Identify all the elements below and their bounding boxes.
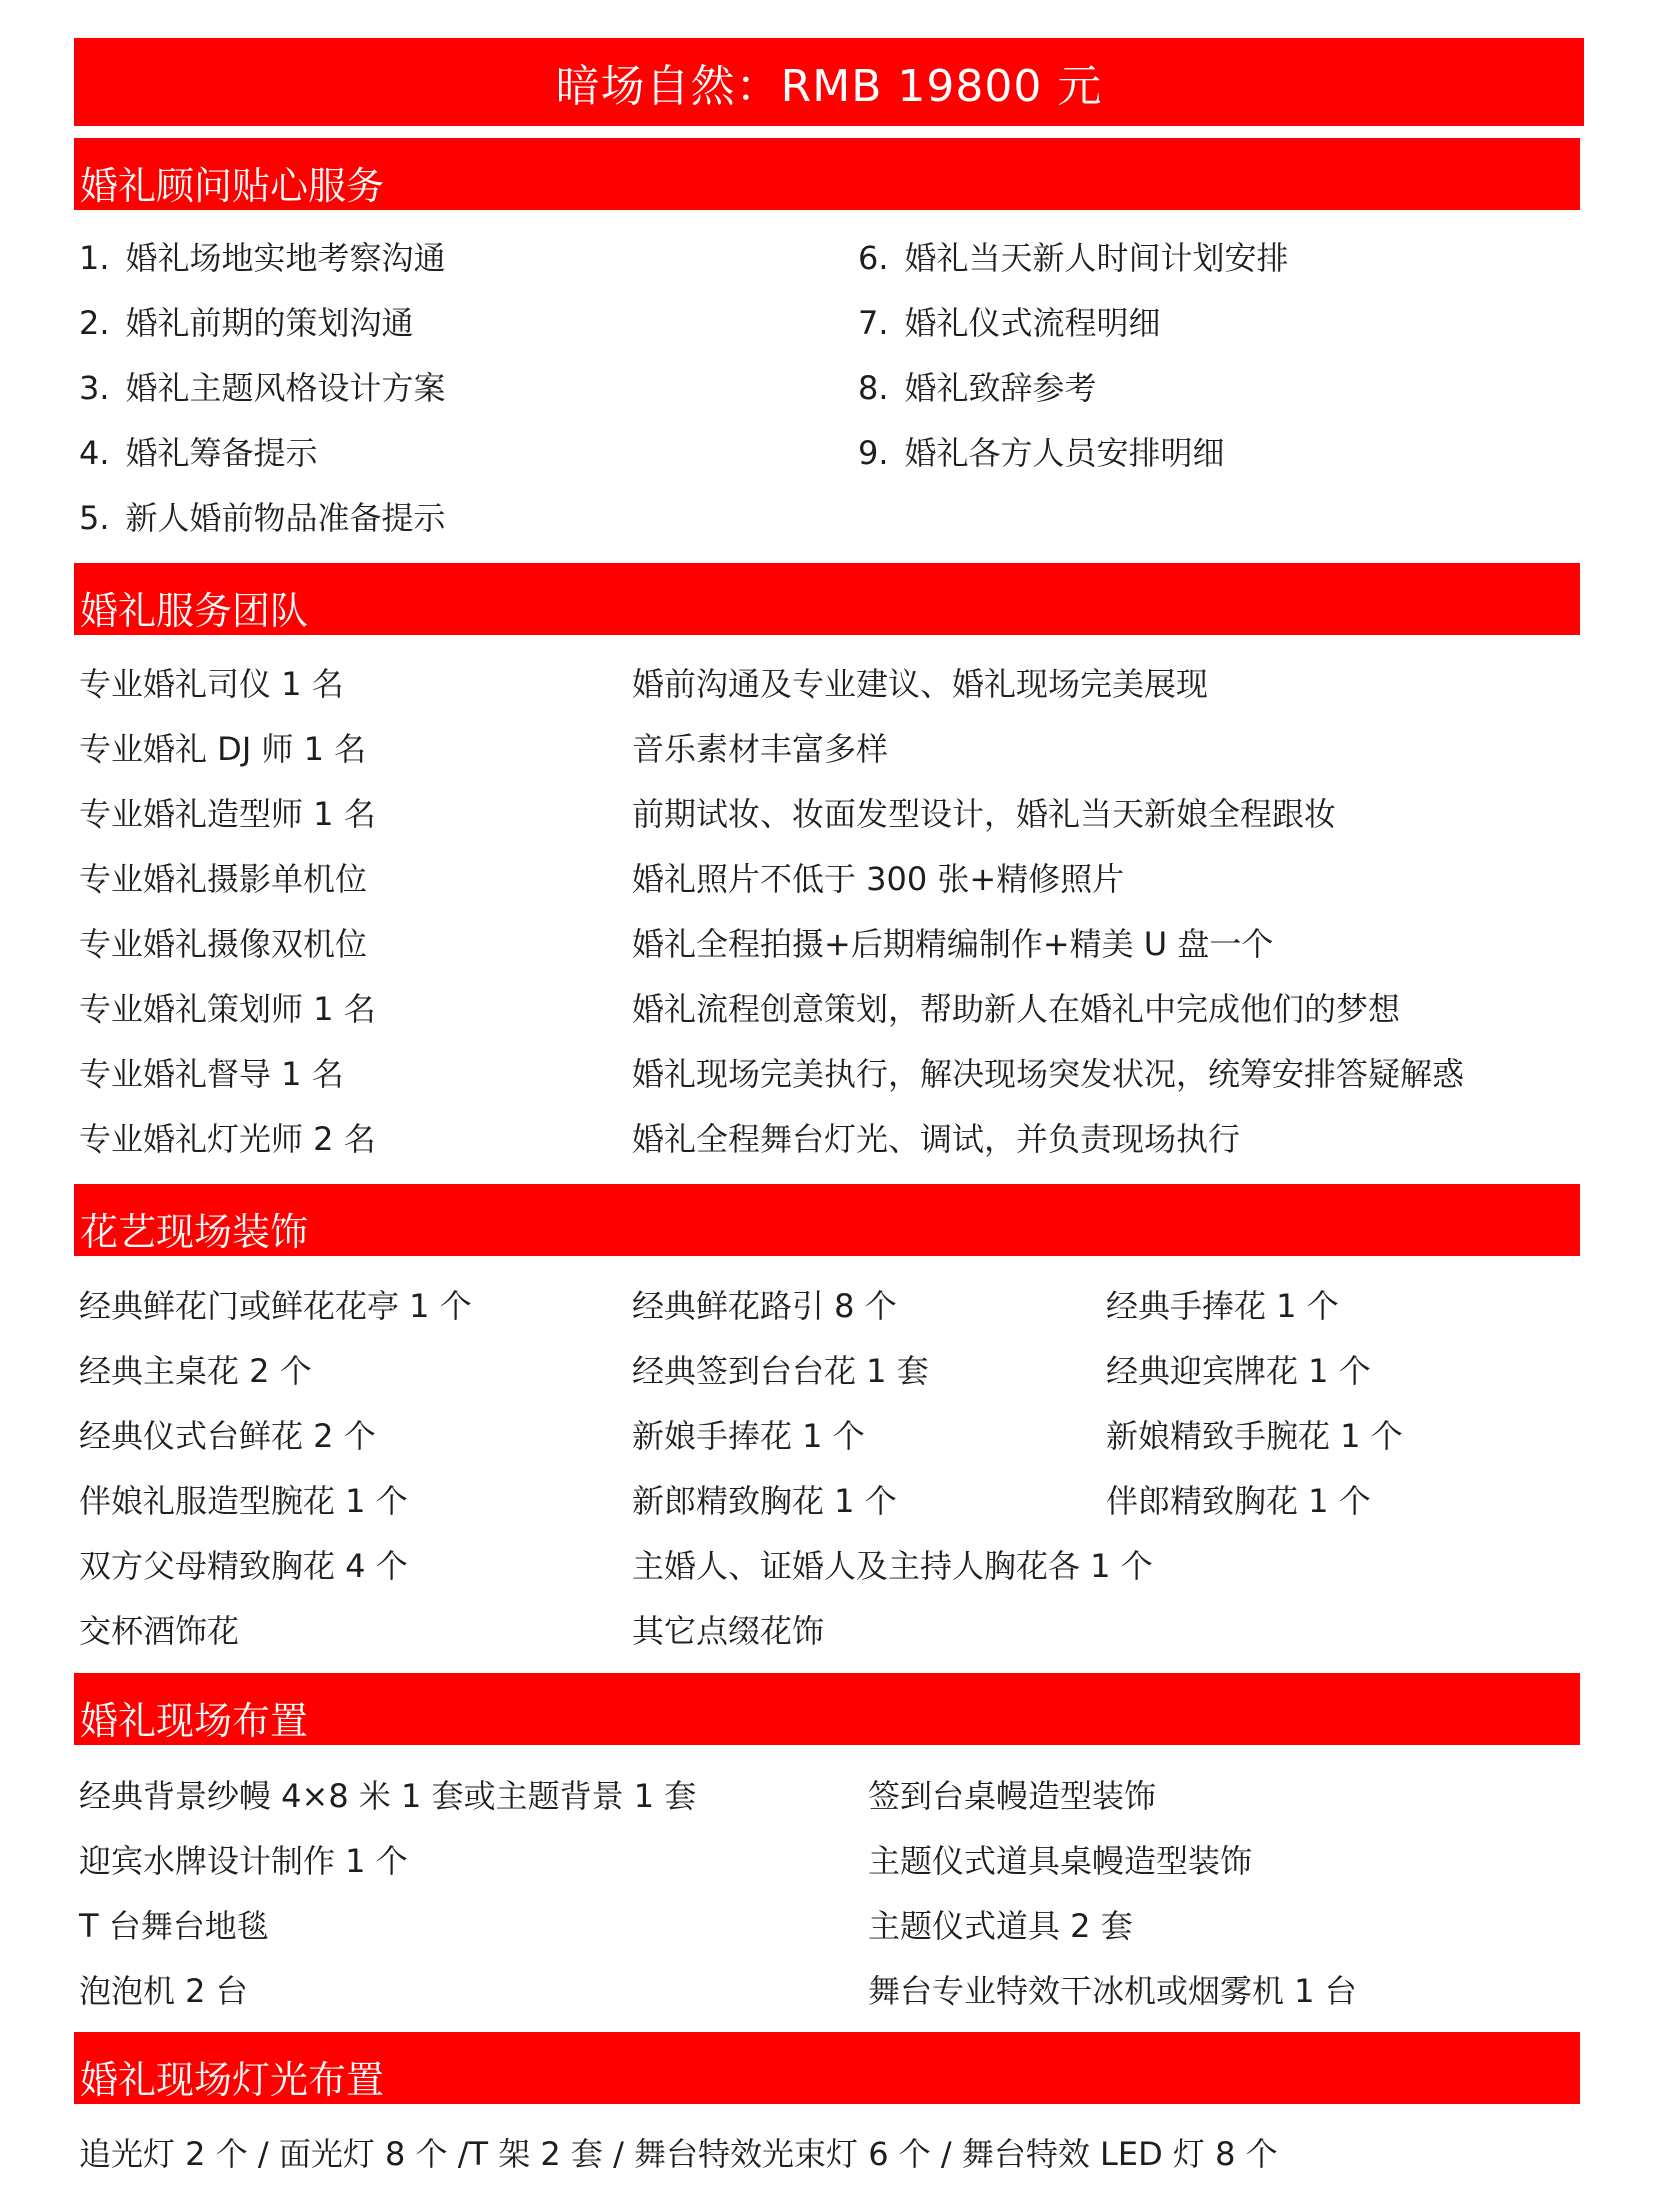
team-role: 专业婚礼策划师 1 名	[79, 990, 376, 1028]
advisor-item-5: 5. 新人婚前物品准备提示	[79, 499, 446, 537]
flower-item: 经典签到台台花 1 套	[632, 1352, 929, 1390]
team-role: 专业婚礼摄影单机位	[79, 860, 368, 898]
team-desc: 婚礼全程舞台灯光、调试，并负责现场执行	[632, 1120, 1241, 1158]
flower-item: 新娘精致手腕花 1 个	[1106, 1417, 1403, 1455]
flower-item: 经典鲜花路引 8 个	[632, 1287, 897, 1325]
flower-item: 交杯酒饰花	[79, 1612, 240, 1650]
team-desc: 婚礼照片不低于 300 张+精修照片	[632, 860, 1125, 898]
team-desc: 前期试妆、妆面发型设计，婚礼当天新娘全程跟妆	[632, 795, 1337, 833]
team-role: 专业婚礼灯光师 2 名	[79, 1120, 376, 1158]
team-desc: 婚礼现场完美执行，解决现场突发状况，统筹安排答疑解惑	[632, 1055, 1465, 1093]
flower-item: 经典仪式台鲜花 2 个	[79, 1417, 376, 1455]
flower-item: 经典手捧花 1 个	[1106, 1287, 1339, 1325]
flower-item: 新郎精致胸花 1 个	[632, 1482, 897, 1520]
advisor-item-6: 6. 婚礼当天新人时间计划安排	[858, 239, 1289, 277]
section-header-venue: 婚礼现场布置	[74, 1673, 1580, 1745]
flower-item: 伴郎精致胸花 1 个	[1106, 1482, 1371, 1520]
venue-item: 迎宾水牌设计制作 1 个	[79, 1842, 408, 1880]
advisor-item-4: 4. 婚礼筹备提示	[79, 434, 318, 472]
flower-item: 双方父母精致胸花 4 个	[79, 1547, 408, 1585]
venue-item: 泡泡机 2 台	[79, 1972, 248, 2010]
venue-item: T 台舞台地毯	[79, 1907, 269, 1945]
team-role: 专业婚礼司仪 1 名	[79, 665, 344, 703]
section-header-lighting: 婚礼现场灯光布置	[74, 2032, 1580, 2104]
flower-item: 经典主桌花 2 个	[79, 1352, 312, 1390]
team-role: 专业婚礼 DJ 师 1 名	[79, 730, 367, 768]
venue-item: 经典背景纱幔 4×8 米 1 套或主题背景 1 套	[79, 1777, 697, 1815]
team-role: 专业婚礼督导 1 名	[79, 1055, 344, 1093]
team-desc: 婚礼全程拍摄+后期精编制作+精美 U 盘一个	[632, 925, 1274, 963]
flower-item: 经典鲜花门或鲜花花亭 1 个	[79, 1287, 472, 1325]
advisor-item-3: 3. 婚礼主题风格设计方案	[79, 369, 446, 407]
advisor-item-9: 9. 婚礼各方人员安排明细	[858, 434, 1225, 472]
venue-item: 签到台桌幔造型装饰	[868, 1777, 1157, 1815]
advisor-item-7: 7. 婚礼仪式流程明细	[858, 304, 1161, 342]
advisor-item-2: 2. 婚礼前期的策划沟通	[79, 304, 414, 342]
package-title: 暗场自然：RMB 19800 元	[74, 38, 1584, 126]
flower-item: 伴娘礼服造型腕花 1 个	[79, 1482, 408, 1520]
section-header-team: 婚礼服务团队	[74, 563, 1580, 635]
team-desc: 婚前沟通及专业建议、婚礼现场完美展现	[632, 665, 1209, 703]
flower-item: 新娘手捧花 1 个	[632, 1417, 865, 1455]
section-header-advisor: 婚礼顾问贴心服务	[74, 138, 1580, 210]
flower-item: 经典迎宾牌花 1 个	[1106, 1352, 1371, 1390]
venue-item: 舞台专业特效干冰机或烟雾机 1 台	[868, 1972, 1357, 2010]
lighting-list: 追光灯 2 个 / 面光灯 8 个 /T 架 2 套 / 舞台特效光束灯 6 个 / 舞台特效 LED 灯 8 个	[79, 2135, 1278, 2173]
flower-item: 其它点缀花饰	[632, 1612, 825, 1650]
venue-item: 主题仪式道具 2 套	[868, 1907, 1133, 1945]
flower-item: 主婚人、证婚人及主持人胸花各 1 个	[632, 1547, 1153, 1585]
team-desc: 婚礼流程创意策划，帮助新人在婚礼中完成他们的梦想	[632, 990, 1401, 1028]
venue-item: 主题仪式道具桌幔造型装饰	[868, 1842, 1253, 1880]
advisor-item-1: 1. 婚礼场地实地考察沟通	[79, 239, 446, 277]
team-desc: 音乐素材丰富多样	[632, 730, 889, 768]
team-role: 专业婚礼摄像双机位	[79, 925, 368, 963]
team-role: 专业婚礼造型师 1 名	[79, 795, 376, 833]
section-header-flowers: 花艺现场装饰	[74, 1184, 1580, 1256]
advisor-item-8: 8. 婚礼致辞参考	[858, 369, 1097, 407]
